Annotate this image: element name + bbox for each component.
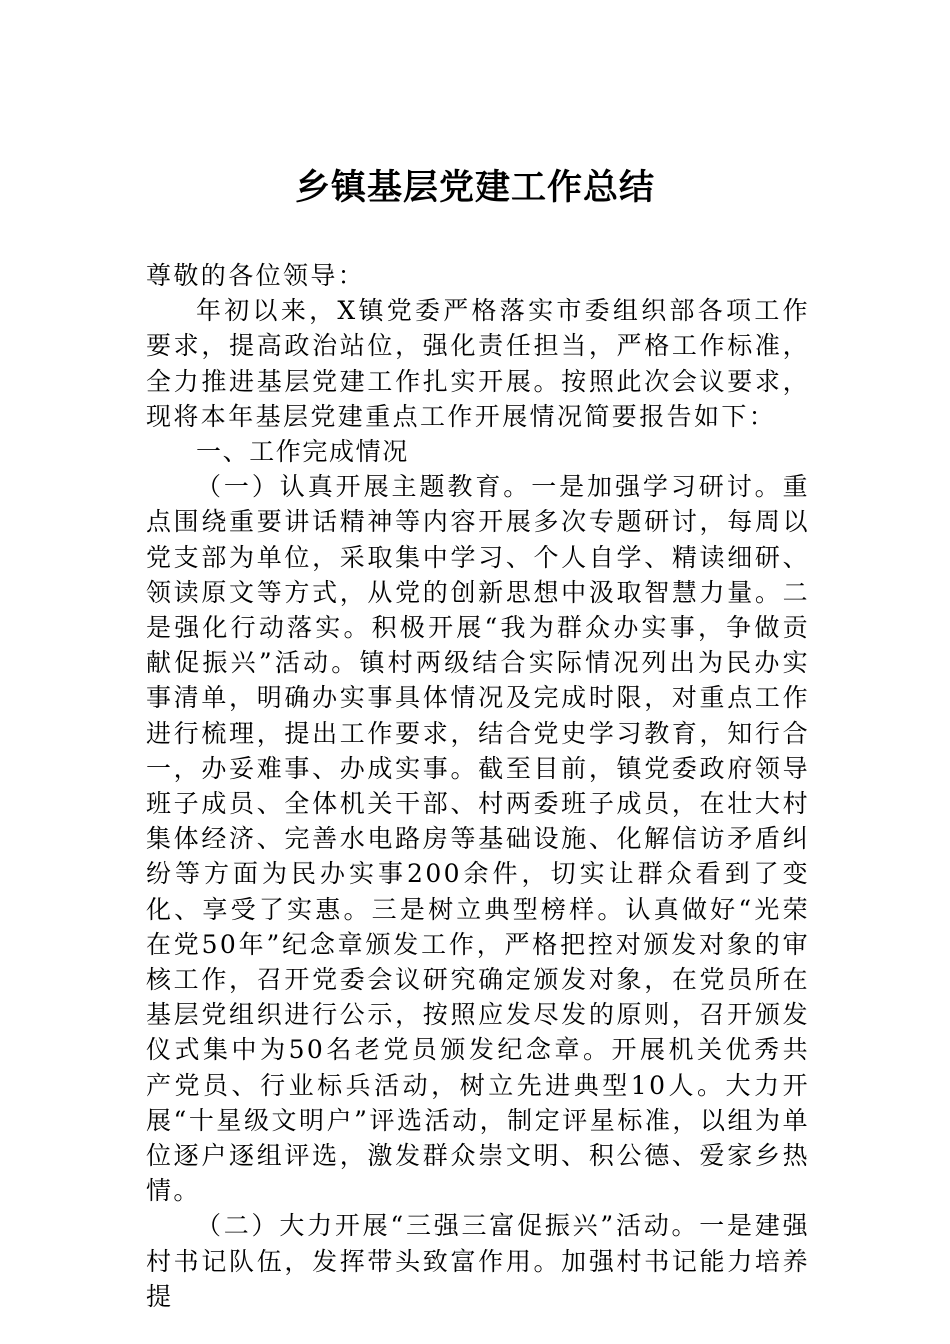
section-heading: 一、工作完成情况 xyxy=(196,437,409,467)
paragraph-theme-education: （一）认真开展主题教育。一是加强学习研讨。重点围绕重要讲话精神等内容开展多次专题研讨，每周以党支部为单位，采取集中学习、个人自学、精读细研、领读原文等方式，从党的创新思想中汲取智慧力量。二是强化行动落实。积极开展“我为群众办实事，争做贡献促振兴”活动。镇村两级结合实际情况列出为民办实事清单，明确办实事具体情况及完成时限，对重点工作进行梳理，提出工作要求，结合党史学习教育，知行合一，办妥难事、办成实事。截至目前，镇党委政府领导班子成员、全体机关干部、村两委班子成员，在壮大村集体经济、完善水电路房等基础设施、化解信访矛盾纠纷等方面为民办实事200余件，切实让群众看到了变化、享受了实惠。三是树立典型榜样。认真做好“光荣在党50年”纪念章颁发工作，严格把控对颁发对象的审核工作，召开党委会议研究确定颁发对象，在党员所在基层党组织进行公示，按照应发尽发的原则，召开颁发仪式集中为50名老党员颁发纪念章。开展机关优秀共产党员、行业标兵活动，树立先进典型10人。大力开展“十星级文明户”评选活动，制定评星标准，以组为单位逐户逐组评选，激发群众崇文明、积公德、爱家乡热情。 xyxy=(146,472,810,1206)
intro-paragraph: 年初以来，X镇党委严格落实市委组织部各项工作要求，提高政治站位，强化责任担当，严格工作标准，全力推进基层党建工作扎实开展。按照此次会议要求，现将本年基层党建重点工作开展情况简要报告如下： xyxy=(146,296,810,431)
paragraph-three-strong: （二）大力开展“三强三富促振兴”活动。一是建强村书记队伍，发挥带头致富作用。加强村书记能力培养提 xyxy=(146,1211,810,1311)
document-body xyxy=(146,258,810,1314)
salutation: 尊敬的各位领导： xyxy=(146,261,366,290)
document-title: 乡镇基层党建工作总结 xyxy=(294,167,655,208)
